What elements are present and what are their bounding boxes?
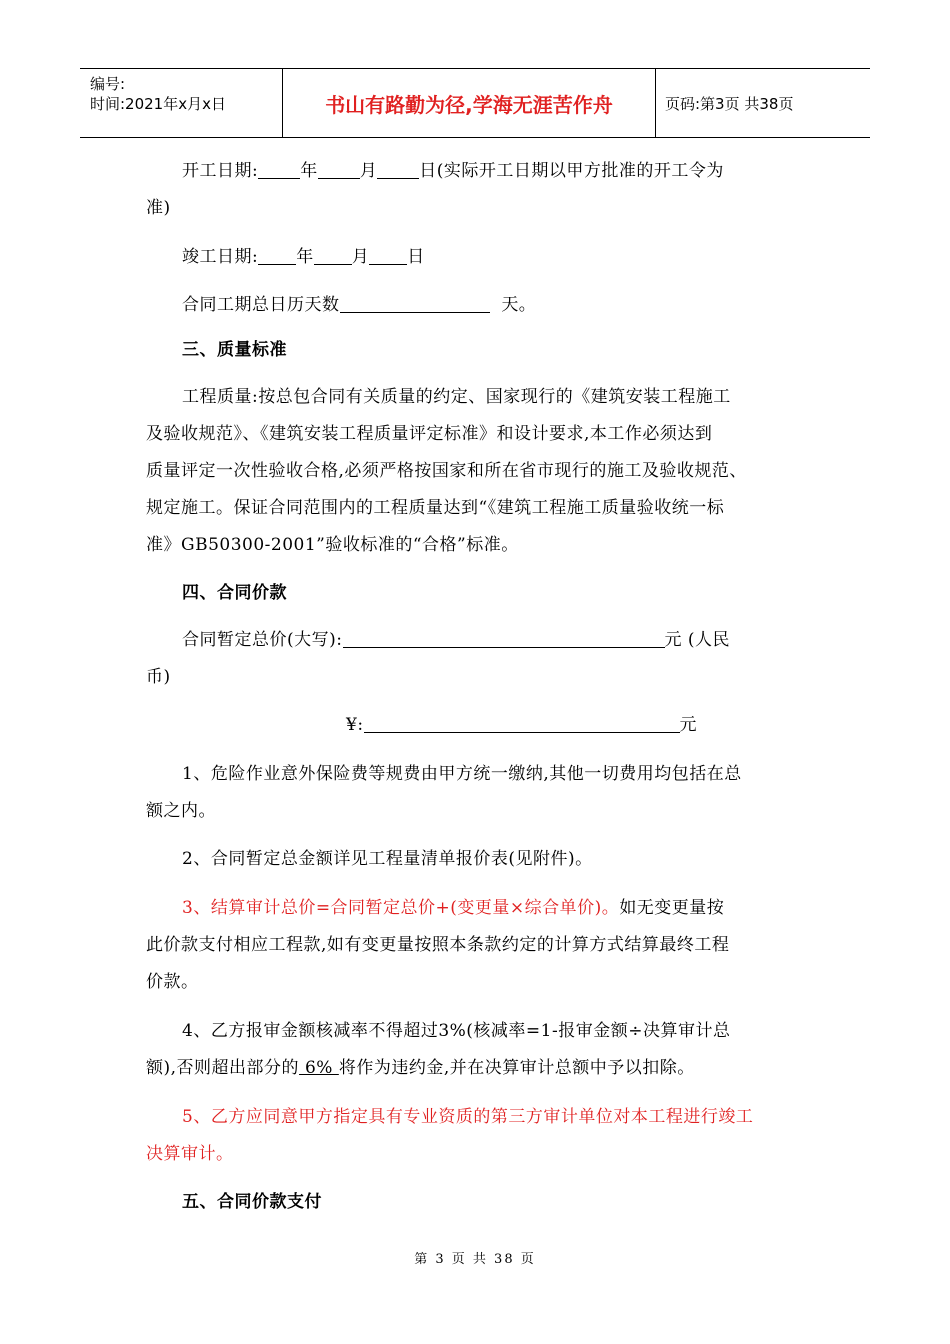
header-meta [80,69,282,137]
blank [377,160,419,179]
item-3-formula: 3、结算审计总价=合同暂定总价+(变更量×综合单价)。 [182,898,620,918]
item-2-line: 2、合同暂定总金额详见工程量清单报价表(见附件)。 [182,849,593,869]
header-motto-box [282,69,656,137]
section-title-quality: 三、质量标准 [182,340,287,360]
item-1-line: 额之内。 [146,801,216,821]
item-3-line: 3、结算审计总价=合同暂定总价+(变更量×综合单价)。如无变更量按 [182,898,725,918]
end-date-line: 竣工日期: 年 月 日 [182,247,425,267]
item-4-line: 4、乙方报审金额核减率不得超过3%(核减率=1-报审金额÷决算审计总 [182,1021,731,1041]
header-page-info: 页码:第3页 共38页 [665,94,794,113]
section-title-payment: 五、合同价款支付 [182,1192,322,1212]
blank [340,294,490,313]
total-days-line: 合同工期总日历天数 天。 [182,295,537,315]
blank [343,629,665,648]
blank [364,714,680,733]
blank [318,160,360,179]
item-1-line: 1、危险作业意外保险费等规费由甲方统一缴纳,其他一切费用均包括在总 [182,764,742,784]
page-footer: 第 3 页 共 38 页 [414,1252,536,1267]
page-header [80,68,870,138]
price-cont: 币) [146,667,171,687]
blank [314,246,352,265]
start-date-line: 开工日期: 年 月 日(实际开工日期以甲方批准的开工令为 [182,161,724,181]
item-4-line: 额),否则超出部分的 6% 将作为违约金,并在决算审计总额中予以扣除。 [146,1058,695,1078]
penalty-percent: 6% [299,1058,339,1078]
item-5-line: 5、乙方应同意甲方指定具有专业资质的第三方审计单位对本工程进行竣工 [182,1107,754,1127]
start-date-cont: 准) [146,198,171,218]
price-yen-line: ¥: 元 [346,715,698,735]
time-label: 时间:2021年x月x日 [90,95,226,113]
header-motto: 书山有路勤为径,学海无涯苦作舟 [325,92,613,117]
section-title-price: 四、合同价款 [182,583,287,603]
item-3-line: 此价款支付相应工程款,如有变更量按照本条款约定的计算方式结算最终工程 [146,935,730,955]
price-line: 合同暂定总价(大写): 元 (人民 [182,630,731,650]
quality-line: 工程质量:按总包合同有关质量的约定、国家现行的《建筑安装工程施工 [182,387,731,407]
item-5-line: 决算审计。 [146,1144,234,1164]
quality-line: 准》GB50300-2001”验收标准的“合格”标准。 [146,535,519,555]
blank [258,160,300,179]
blank [369,246,407,265]
quality-line: 及验收规范》、《建筑安装工程质量评定标准》和设计要求,本工作必须达到 [146,424,713,444]
item-3-line: 价款。 [146,972,199,992]
blank [258,246,296,265]
quality-line: 规定施工。保证合同范围内的工程质量达到“《建筑工程施工质量验收统一标 [146,498,725,518]
serial-label: 编号: [90,75,126,93]
quality-line: 质量评定一次性验收合格,必须严格按国家和所在省市现行的施工及验收规范、 [146,461,747,481]
